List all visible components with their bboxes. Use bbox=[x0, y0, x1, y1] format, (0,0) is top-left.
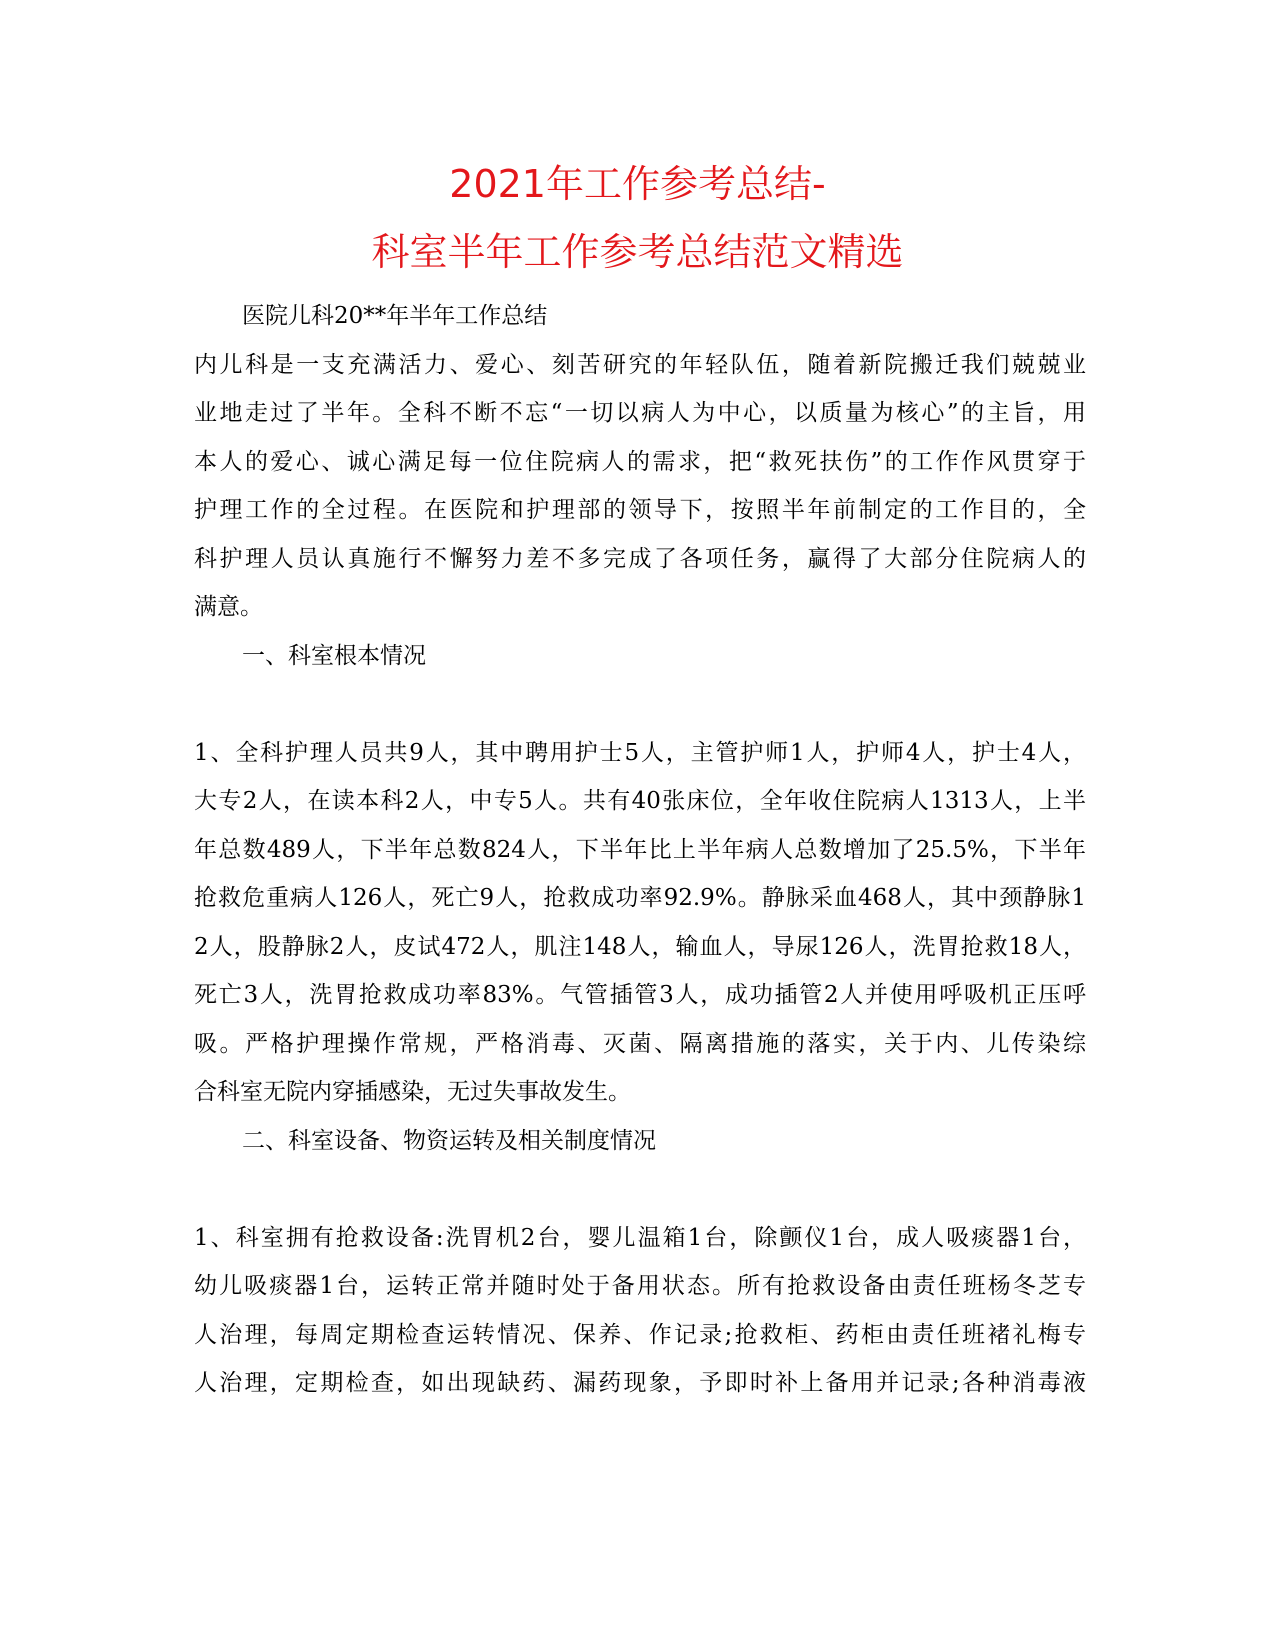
section-1-line: 1、全科护理人员共9人，其中聘用护士5人，主管护师1人，护师4人，护士4人， bbox=[194, 739, 1086, 766]
document-subtitle: 医院儿科20**年半年工作总结 bbox=[242, 303, 548, 329]
section-gap bbox=[194, 680, 1086, 729]
intro-line: 内儿科是一支充满活力、爱心、刻苦研究的年轻队伍，随着新院搬迁我们兢兢业 bbox=[194, 351, 1086, 378]
section-1-line: 年总数489人，下半年总数824人，下半年比上半年病人总数增加了25.5%，下半年 bbox=[194, 836, 1086, 863]
intro-line: 业地走过了半年。全科不断不忘“一切以病人为中心，以质量为核心”的主旨，用 bbox=[194, 400, 1086, 426]
section-2-line: 人治理，每周定期检查运转情况、保养、作记录;抢救柜、药柜由责任班褚礼梅专 bbox=[194, 1321, 1086, 1348]
section-1-line: 吸。严格护理操作常规，严格消毒、灭菌、隔离措施的落实，关于内、儿传染综 bbox=[194, 1030, 1086, 1057]
document-body bbox=[194, 292, 1086, 1408]
section-1-line: 2人，股静脉2人，皮试472人，肌注148人，输血人，导尿126人，洗胃抢救18人， bbox=[194, 933, 1086, 960]
section-2-line: 人治理，定期检查，如出现缺药、漏药现象，予即时补上备用并记录;各种消毒液 bbox=[194, 1370, 1086, 1396]
section-gap bbox=[194, 1165, 1086, 1214]
section-1-line: 抢救危重病人126人，死亡9人，抢救成功率92.9%。静脉采血468人，其中颈静脉1 bbox=[194, 885, 1086, 911]
section-1-line: 大专2人，在读本科2人，中专5人。共有40张床位，全年收住院病人1313人，上半 bbox=[194, 788, 1086, 814]
document-title-line-2: 科室半年工作参考总结范文精选 bbox=[371, 230, 904, 274]
section-2-heading: 二、科室设备、物资运转及相关制度情况 bbox=[242, 1127, 656, 1154]
section-1-line: 合科室无院内穿插感染，无过失事故发生。 bbox=[194, 1079, 631, 1105]
section-1-heading: 一、科室根本情况 bbox=[242, 642, 426, 669]
section-2-line: 1、科室拥有抢救设备:洗胃机2台，婴儿温箱1台，除颤仪1台，成人吸痰器1台， bbox=[194, 1224, 1086, 1251]
intro-line: 科护理人员认真施行不懈努力差不多完成了各项任务，赢得了大部分住院病人的 bbox=[194, 545, 1086, 572]
section-1-line: 死亡3人，洗胃抢救成功率83%。气管插管3人，成功插管2人并使用呼吸机正压呼 bbox=[194, 982, 1086, 1008]
document-title-line-1: 2021年工作参考总结- bbox=[449, 162, 826, 206]
section-2-line: 幼儿吸痰器1台，运转正常并随时处于备用状态。所有抢救设备由责任班杨冬芝专 bbox=[194, 1273, 1086, 1299]
intro-line: 护理工作的全过程。在医院和护理部的领导下，按照半年前制定的工作目的，全 bbox=[194, 497, 1086, 523]
intro-line: 满意。 bbox=[194, 594, 263, 620]
intro-line: 本人的爱心、诚心满足每一位住院病人的需求，把“救死扶伤”的工作作风贯穿于 bbox=[194, 448, 1086, 475]
